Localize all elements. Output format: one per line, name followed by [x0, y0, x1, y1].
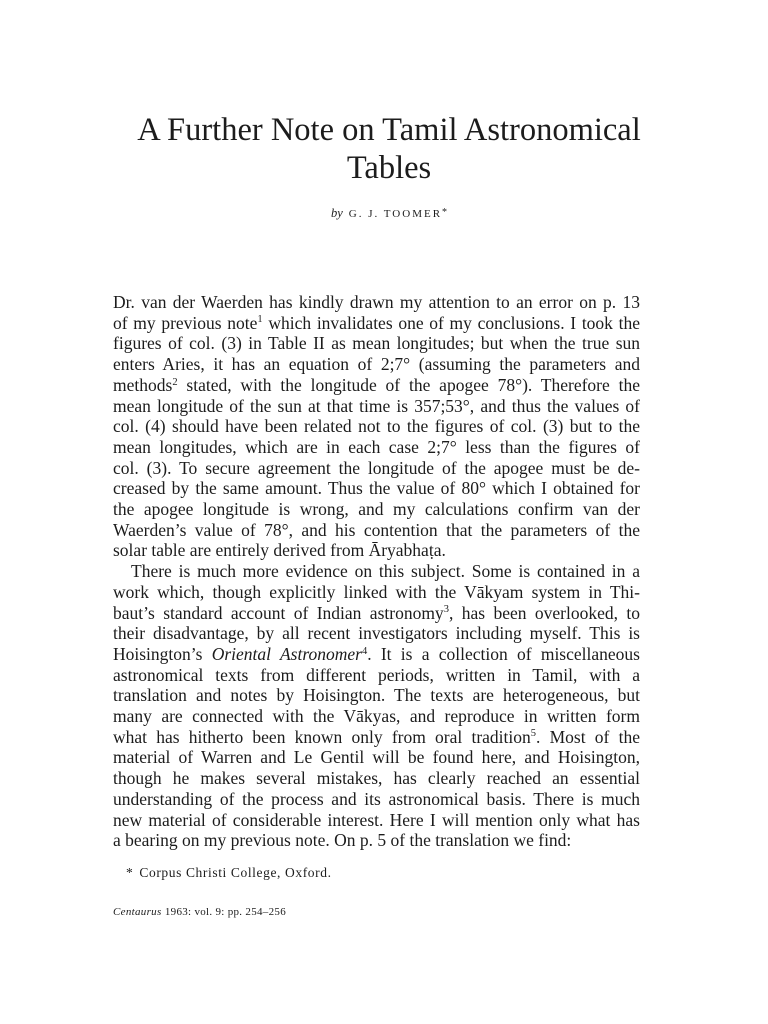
- text-line: col. (3). To secure agreement the longitude of the apogee must be de-: [113, 457, 640, 478]
- text-line: translation and notes by Hoisington. The texts are heterogeneous, but: [113, 685, 640, 706]
- text-line: Dr. van der Waerden has kindly drawn my attention to an error on p. 13: [113, 292, 640, 312]
- text-line: the apogee longitude is wrong, and my calculations confirm van der: [113, 499, 640, 520]
- byline: [89, 205, 689, 223]
- text-line: baut’s standard account of Indian astronomy$^3$, has been overlooked, to: [113, 602, 640, 623]
- footnote-reference: 4: [361, 645, 368, 657]
- footnote-reference: 2: [172, 376, 178, 388]
- text-line: col. (4) should have been related not to the figures of col. (3) but to the: [113, 416, 640, 437]
- text-line: though he makes several mistakes, has clearly reached an essential: [113, 768, 640, 789]
- text-line: There is much more evidence on this subject. Some is contained in a: [131, 561, 640, 582]
- footnote-text: Corpus Christi College, Oxford.: [139, 865, 332, 880]
- text-line: Hoisington’s Oriental Astronomer$^4$. It is a collection of miscellaneous: [113, 643, 640, 664]
- paragraph: [113, 561, 640, 851]
- text-line: many are connected with the Vākyas, and reproduce in written form: [113, 706, 640, 727]
- journal-citation: [113, 905, 286, 919]
- footnote-marker: *: [126, 865, 134, 880]
- text-line: of my previous note$^1$ which invalidates one of my conclusions. I took the: [113, 312, 641, 333]
- text-line: creased by the same amount. Thus the value of 80° which I obtained for: [113, 478, 640, 499]
- journal-name: Centaurus: [113, 906, 162, 918]
- footnote-reference: 3: [443, 604, 449, 616]
- author-name: G. J. TOOMER: [348, 208, 443, 220]
- citation-details: 1963: vol. 9: pp. 254–256: [164, 906, 287, 918]
- text-line: mean longitudes, which are in each case 2;7° less than the figures of: [113, 436, 640, 457]
- text-line: a bearing on my previous note. On p. 5 of the translation we find:: [113, 830, 572, 851]
- footnote-reference: 5: [530, 728, 537, 740]
- footnote: [126, 865, 332, 881]
- text-line: material of Warren and Le Gentil will be found here, and Hoisington,: [113, 747, 640, 768]
- text-line: figures of col. (3) in Table II as mean longitudes; but when the true sun: [113, 333, 640, 354]
- text-line: their disadvantage, by all recent investigators including myself. This is: [113, 623, 640, 644]
- text-line: work which, though explicitly linked with the Vākyam system in Thi-: [113, 581, 640, 602]
- text-line: Waerden’s value of 78°, and his contention that the parameters of the: [113, 519, 640, 540]
- author-footnote-marker: *: [442, 207, 448, 218]
- text-line: enters Aries, it has an equation of 2;7° (assuming the parameters and: [113, 354, 640, 375]
- title-line: Tables: [346, 150, 432, 186]
- title-line: A Further Note on Tamil Astronomical: [137, 112, 641, 148]
- text-line: methods$^2$ stated, with the longitude of the apogee 78°). Therefore the: [113, 374, 640, 395]
- text-line: astronomical texts from different periods, written in Tamil, with a: [113, 664, 640, 685]
- text-line: mean longitude of the sun at that time is 357;53°, and thus the values of: [113, 395, 640, 416]
- text-line: solar table are entirely derived from Āryabhaṭa.: [113, 540, 446, 561]
- text-line: understanding of the process and its astronomical basis. There is much: [113, 788, 640, 809]
- byline-prefix: by: [330, 206, 343, 220]
- body-text: [113, 292, 640, 851]
- footnote-reference: 1: [257, 314, 263, 326]
- paragraph: [113, 292, 640, 561]
- text-line: what has hitherto been known only from oral tradition$^5$. Most of the: [113, 726, 640, 747]
- text-line: new material of considerable interest. Here I will mention only what has: [113, 809, 640, 830]
- paper-title: [89, 111, 689, 187]
- italic-text: Oriental Astronomer: [211, 643, 362, 664]
